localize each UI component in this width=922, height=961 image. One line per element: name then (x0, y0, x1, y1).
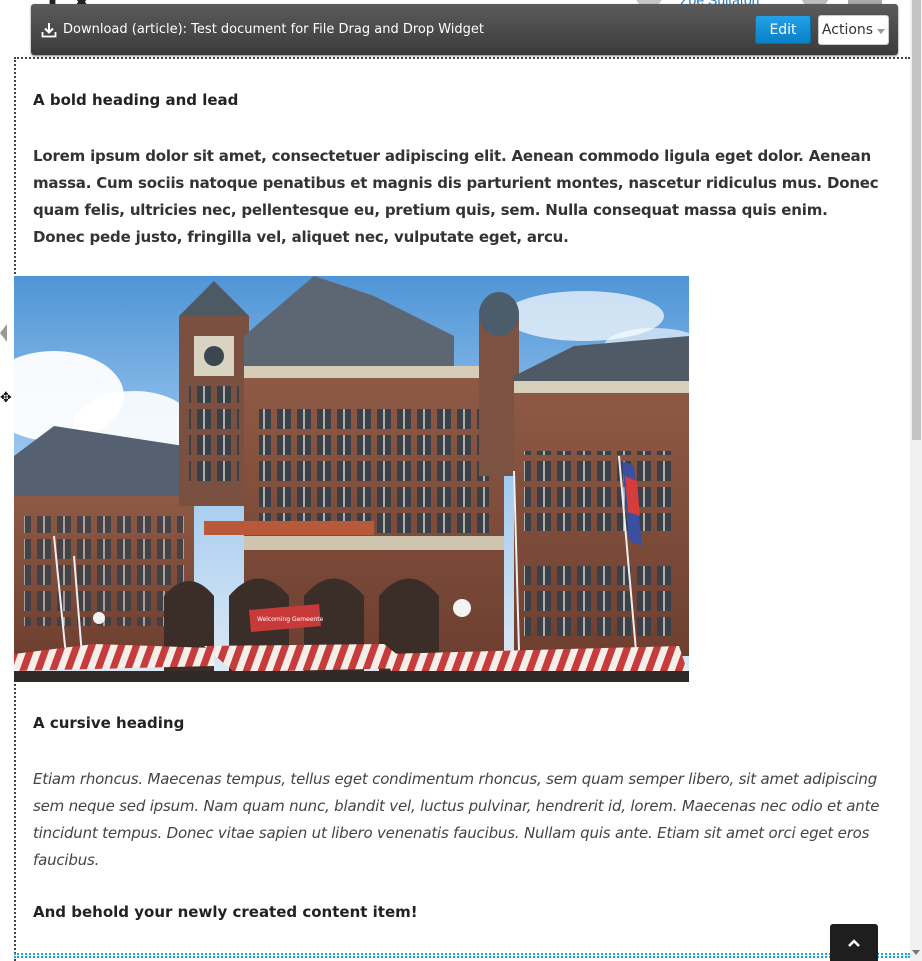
actions-button[interactable] (818, 15, 889, 45)
page-scrollbar[interactable] (910, 0, 922, 961)
banner-text: Welcoming Gemeente (257, 616, 324, 623)
bold-heading: A bold heading and lead (33, 91, 239, 109)
download-icon (41, 22, 57, 38)
scroll-down-arrow-icon[interactable] (912, 950, 920, 955)
italic-paragraph: Etiam rhoncus. Maecenas tempus, tellus eget condimentum rhoncus, sem quam semper libero, sit amet adipiscing sem neque sed ipsum. Nam quam nunc, blandit vel, luctus pulvinar, hendrerit id, lorem. Maecenas nec odio et ante tincidunt tempus. Donec vitae sapien ut libero venenatis faucibus. Nullam quis ante. Etiam sit amet orci eget eros faucibus. (33, 770, 880, 869)
collapse-arrow-icon[interactable] (0, 324, 7, 342)
drag-handle-icon[interactable]: ✥ (0, 390, 12, 406)
closing-line: And behold your newly created content item! (33, 903, 418, 921)
back-to-top-button[interactable] (830, 924, 878, 961)
editable-frame-bottom (14, 953, 910, 958)
lead-paragraph: Lorem ipsum dolor sit amet, consectetuer adipiscing elit. Aenean commodo ligula eget dolor. Aenean massa. Cum sociis natoque penatibus et magnis dis parturient montes, nascetur ridiculus mus. Donec quam felis, ultricies nec, pellentesque eu, pretium quis, sem. Nulla consequat massa quis enim. Donec pede justo, fringilla vel, aliquet nec, vulputate eget, arcu. (33, 147, 879, 246)
building-photo (14, 276, 689, 682)
caret-down-icon (877, 29, 885, 34)
chevron-up-icon (847, 933, 861, 952)
cursive-heading: A cursive heading (33, 714, 185, 732)
edit-button[interactable]: Edit (755, 15, 811, 44)
actions-label: Actions (821, 21, 874, 38)
editable-frame-top (14, 57, 910, 59)
toolbar-title: Download (article): Test document for File Drag and Drop Widget (63, 22, 485, 37)
edit-toolbar (31, 4, 898, 55)
scrollbar-thumb[interactable] (912, 0, 921, 440)
